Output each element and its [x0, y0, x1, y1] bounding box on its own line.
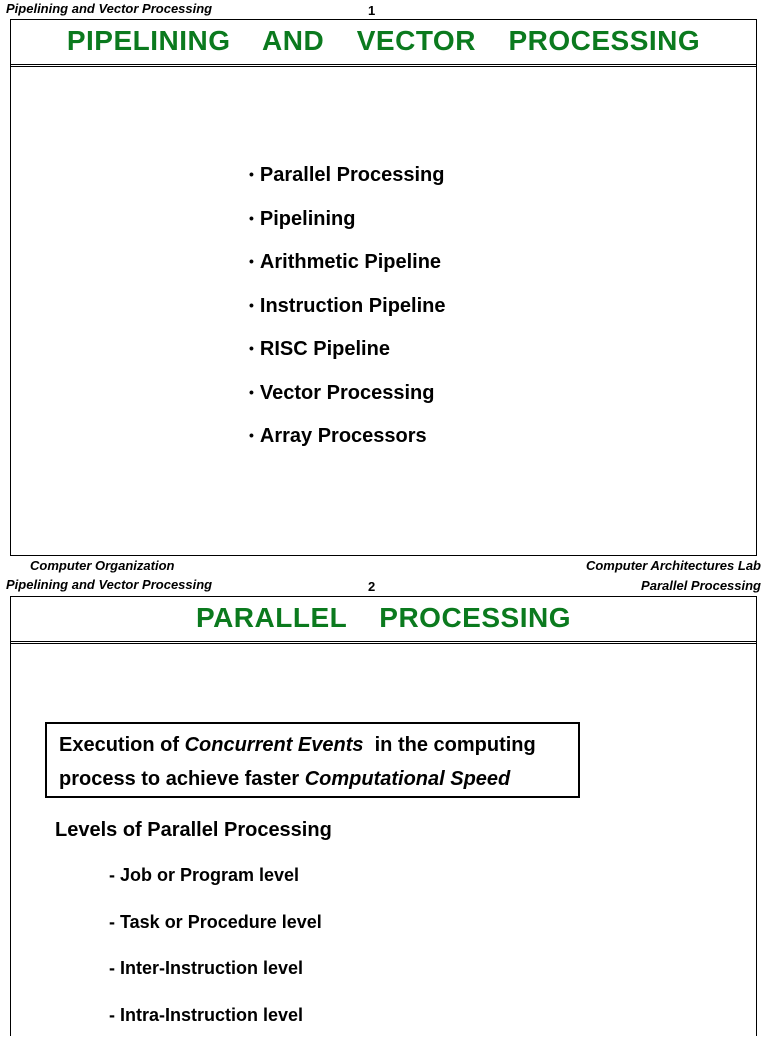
- page1-footer-right: Computer Architectures Lab: [586, 558, 761, 573]
- levels-list: [109, 863, 322, 1049]
- list-item: • Parallel Processing: [249, 160, 445, 204]
- list-item: - Job or Program level: [109, 863, 322, 910]
- slide-1-title: PIPELINING AND VECTOR PROCESSING: [67, 25, 700, 56]
- bullet-icon: •: [249, 253, 260, 269]
- bullet-icon: •: [249, 166, 260, 182]
- list-item: • Array Processors: [249, 421, 445, 465]
- page1-header-left: Pipelining and Vector Processing: [6, 1, 212, 16]
- slide-1-title-bar: [11, 20, 756, 67]
- list-item: • RISC Pipeline: [249, 334, 445, 378]
- list-item: - Intra-Instruction level: [109, 1003, 322, 1049]
- topic-list: [249, 160, 445, 465]
- bullet-icon: •: [249, 427, 260, 443]
- bullet-icon: •: [249, 210, 260, 226]
- slide-2-title: PARALLEL PROCESSING: [196, 602, 571, 633]
- bullet-icon: •: [249, 297, 260, 313]
- page2-page-number: 2: [368, 579, 375, 594]
- list-item: • Vector Processing: [249, 378, 445, 422]
- definition-line-1: Execution of Concurrent Events in the computing: [59, 728, 566, 762]
- definition-box: [45, 722, 580, 798]
- bullet-icon: •: [249, 384, 260, 400]
- page2-header-left: Pipelining and Vector Processing: [6, 577, 212, 592]
- slide-2: [10, 596, 757, 1036]
- list-item: • Arithmetic Pipeline: [249, 247, 445, 291]
- slide-1: [10, 19, 757, 556]
- list-item: • Instruction Pipeline: [249, 291, 445, 335]
- page2-header-right: Parallel Processing: [641, 578, 761, 593]
- list-item: • Pipelining: [249, 204, 445, 248]
- page1-page-number: 1: [368, 3, 375, 18]
- list-item: - Task or Procedure level: [109, 910, 322, 957]
- list-item: - Inter-Instruction level: [109, 956, 322, 1003]
- definition-line-2: process to achieve faster Computational Speed: [59, 762, 566, 796]
- bullet-icon: •: [249, 340, 260, 356]
- slide-2-title-bar: [11, 597, 756, 644]
- levels-heading: Levels of Parallel Processing: [55, 819, 332, 842]
- page1-footer-left: Computer Organization: [30, 558, 174, 573]
